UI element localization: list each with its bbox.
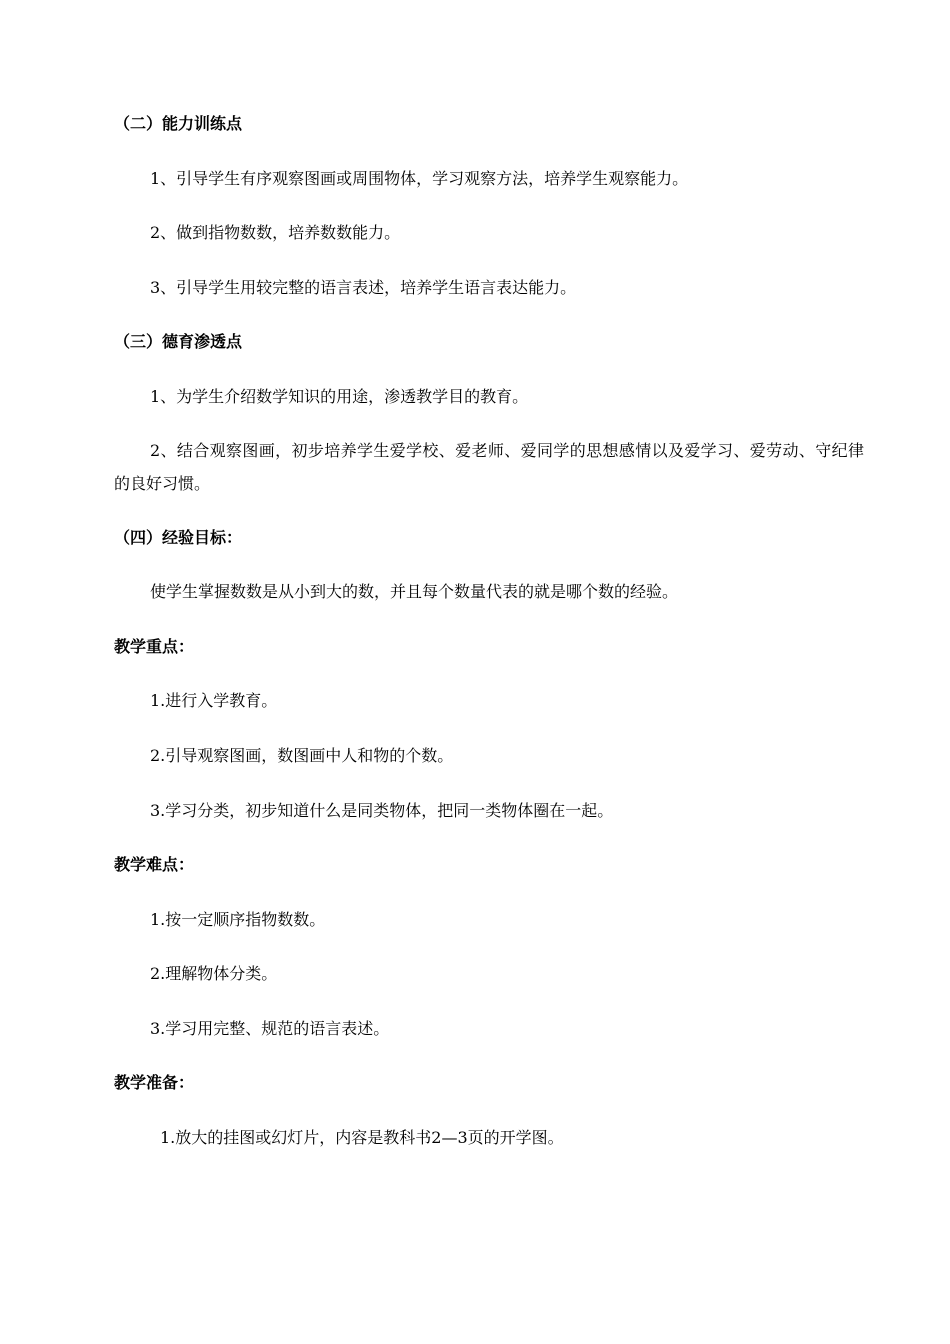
- ability-item-2: 2、做到指物数数，培养数数能力。: [150, 223, 401, 242]
- heading-ability-training: （二）能力训练点: [114, 114, 243, 133]
- preparation-item-1: 1.放大的挂图或幻灯片，内容是教科书2—3页的开学图。: [160, 1128, 564, 1147]
- difficulty-item-1: 1.按一定顺序指物数数。: [150, 910, 326, 929]
- ability-item-3: 3、引导学生用较完整的语言表述，培养学生语言表达能力。: [150, 278, 577, 297]
- heading-key-points: 教学重点：: [114, 637, 195, 656]
- key-point-item-2: 2.引导观察图画，数图画中人和物的个数。: [150, 746, 454, 765]
- heading-preparation: 教学准备：: [114, 1073, 195, 1092]
- heading-difficulties: 教学难点：: [114, 855, 195, 874]
- moral-item-2: 2、结合观察图画，初步培养学生爱学校、爱老师、爱同学的思想感情以及爱学习、爱劳动、守纪律的良好习惯。: [114, 441, 864, 493]
- heading-moral-education: （三）德育渗透点: [114, 332, 243, 351]
- difficulty-item-2: 2.理解物体分类。: [150, 964, 278, 983]
- moral-item-1: 1、为学生介绍数学知识的用途，渗透教学目的教育。: [150, 387, 529, 406]
- experience-item-1: 使学生掌握数数是从小到大的数，并且每个数量代表的就是哪个数的经验。: [150, 582, 679, 601]
- difficulty-item-3: 3.学习用完整、规范的语言表述。: [150, 1019, 390, 1038]
- ability-item-1: 1、引导学生有序观察图画或周围物体，学习观察方法，培养学生观察能力。: [150, 169, 689, 188]
- key-point-item-1: 1.进行入学教育。: [150, 691, 278, 710]
- key-point-item-3: 3.学习分类，初步知道什么是同类物体，把同一类物体圈在一起。: [150, 801, 614, 820]
- heading-experience-goal: （四）经验目标：: [114, 528, 243, 547]
